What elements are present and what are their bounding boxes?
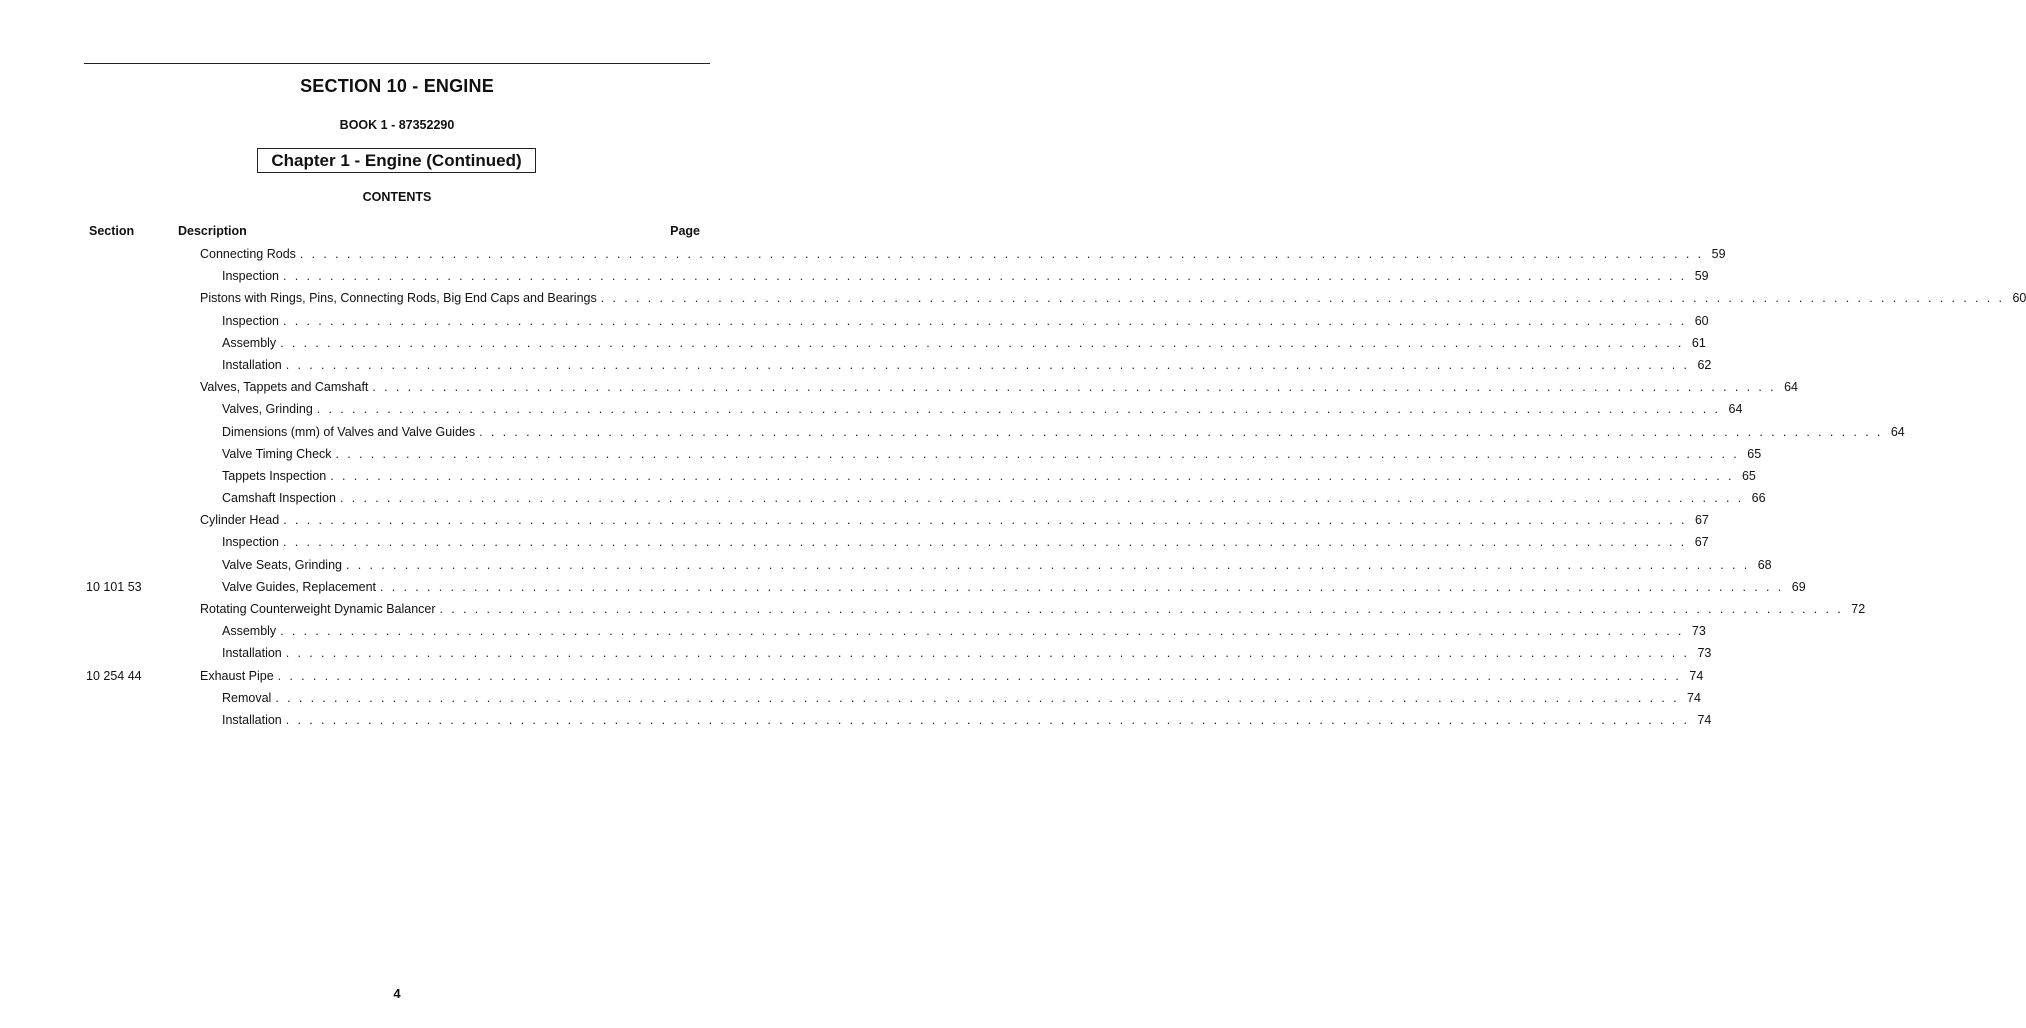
dot-leader: . . . . . . . . . . . . . . . . . . . . . . . . . . . . . . . . . . . . . . . . . . . . . . . . . . . . . . . . . . . . . . . . . . . . . . . . . . . . . . . . . . . . . . . . . . . . . . . . . . . . . . . . . . . . . . . . . . . . . . . . [275, 690, 1679, 705]
toc-entry [222, 579, 1806, 594]
toc-page-number: 61 [1691, 335, 1706, 350]
toc-page-number: 69 [1791, 579, 1806, 594]
toc-entry-title: Assembly [222, 624, 277, 639]
dot-leader: . . . . . . . . . . . . . . . . . . . . . . . . . . . . . . . . . . . . . . . . . . . . . . . . . . . . . . . . . . . . . . . . . . . . . . . . . . . . . . . . . . . . . . . . . . . . . . . . . . . . . . . . . . . . . . . . . . . . . . . . [330, 468, 1734, 483]
toc-entry-title: Connecting Rods [200, 247, 296, 261]
column-header-page: Page [670, 224, 700, 238]
dot-leader: . . . . . . . . . . . . . . . . . . . . . . . . . . . . . . . . . . . . . . . . . . . . . . . . . . . . . . . . . . . . . . . . . . . . . . . . . . . . . . . . . . . . . . . . . . . . . . . . . . . . . . . . . . . . . . . . . . . . . . . . [285, 646, 1690, 661]
dot-leader: . . . . . . . . . . . . . . . . . . . . . . . . . . . . . . . . . . . . . . . . . . . . . . . . . . . . . . . . . . . . . . . . . . . . . . . . . . . . . . . . . . . . . . . . . . . . . . . . . . . . . . . . . . . . . . . . . . . . . . . . [345, 557, 1750, 572]
toc-entry [222, 446, 1762, 461]
toc-page-number: 74 [1687, 690, 1701, 705]
toc-row [0, 554, 1772, 576]
dot-leader: . . . . . . . . . . . . . . . . . . . . . . . . . . . . . . . . . . . . . . . . . . . . . . . . . . . . . . . . . . . . . . . . . . . . . . . . . . . . . . . . . . . . . . . . . . . . . . . . . . . . . . . . . . . . . . . . . . . . . . . . [339, 491, 1744, 506]
toc-entry-title: Inspection [222, 535, 279, 550]
toc-page-number: 62 [1697, 357, 1712, 372]
toc-entry-title: Assembly [222, 335, 277, 350]
toc-entry [222, 624, 1706, 639]
toc-row [0, 376, 1799, 398]
toc-row [0, 243, 1726, 265]
toc-page-number: 65 [1741, 468, 1756, 483]
toc-entry [222, 712, 1712, 727]
book-number: BOOK 1 - 87352290 [339, 118, 455, 132]
toc-entry-title: Inspection [222, 313, 279, 328]
dot-leader: . . . . . . . . . . . . . . . . . . . . . . . . . . . . . . . . . . . . . . . . . . . . . . . . . . . . . . . . . . . . . . . . . . . . . . . . . . . . . . . . . . . . . . . . . . . . . . . . . . . . . . . . . . . . . . . . . . . . . . . . [280, 624, 1684, 639]
dot-leader: . . . . . . . . . . . . . . . . . . . . . . . . . . . . . . . . . . . . . . . . . . . . . . . . . . . . . . . . . . . . . . . . . . . . . . . . . . . . . . . . . . . . . . . . . . . . . . . . . . . . . . . . . . . . . . . . . . . . . . . . [277, 668, 1682, 683]
toc-page-number: 73 [1697, 646, 1712, 661]
page-number: 4 [393, 986, 401, 1001]
toc-entry [222, 313, 1709, 328]
toc-row [0, 332, 1706, 354]
toc-page-number: 66 [1751, 491, 1766, 506]
toc-page-number: 67 [1694, 513, 1709, 528]
toc-entry [222, 402, 1743, 417]
toc-row [0, 665, 1704, 687]
toc-entry-title: Valves, Tappets and Camshaft [200, 380, 369, 395]
toc-entry-title: Installation [222, 357, 282, 372]
toc-entry-title: Cylinder Head [200, 513, 280, 528]
toc-row [0, 509, 1709, 531]
dot-leader: . . . . . . . . . . . . . . . . . . . . . . . . . . . . . . . . . . . . . . . . . . . . . . . . . . . . . . . . . . . . . . . . . . . . . . . . . . . . . . . . . . . . . . . . . . . . . . . . . . . . . . . . . . . . . . . . . . . . . . . . [439, 602, 1844, 616]
dot-leader: . . . . . . . . . . . . . . . . . . . . . . . . . . . . . . . . . . . . . . . . . . . . . . . . . . . . . . . . . . . . . . . . . . . . . . . . . . . . . . . . . . . . . . . . . . . . . . . . . . . . . . . . . . . . . . . . . . . . . . . . [282, 269, 1687, 284]
table-of-contents [0, 243, 2026, 731]
dot-leader: . . . . . . . . . . . . . . . . . . . . . . . . . . . . . . . . . . . . . . . . . . . . . . . . . . . . . . . . . . . . . . . . . . . . . . . . . . . . . . . . . . . . . . . . . . . . . . . . . . . . . . . . . . . . . . . . . . . . . . . . [282, 313, 1687, 328]
toc-entry [200, 247, 1726, 261]
toc-page-number: 67 [1694, 535, 1709, 550]
toc-entry-title: Valve Timing Check [222, 446, 332, 461]
toc-entry [222, 468, 1756, 483]
toc-page-number: 64 [1728, 402, 1743, 417]
toc-entry-title: Valve Guides, Replacement [222, 579, 377, 594]
dot-leader: . . . . . . . . . . . . . . . . . . . . . . . . . . . . . . . . . . . . . . . . . . . . . . . . . . . . . . . . . . . . . . . . . . . . . . . . . . . . . . . . . . . . . . . . . . . . . . . . . . . . . . . . . . . . . . . . . . . . . . . . [316, 402, 1721, 417]
toc-entry-title: Installation [222, 646, 282, 661]
dot-leader: . . . . . . . . . . . . . . . . . . . . . . . . . . . . . . . . . . . . . . . . . . . . . . . . . . . . . . . . . . . . . . . . . . . . . . . . . . . . . . . . . . . . . . . . . . . . . . . . . . . . . . . . . . . . . . . . . . . . . . . . [299, 247, 1704, 261]
toc-row [0, 487, 1766, 509]
toc-entry [222, 269, 1709, 284]
dot-leader: . . . . . . . . . . . . . . . . . . . . . . . . . . . . . . . . . . . . . . . . . . . . . . . . . . . . . . . . . . . . . . . . . . . . . . . . . . . . . . . . . . . . . . . . . . . . . . . . . . . . . . . . . . . . . . . . . . . . . . . . [280, 335, 1684, 350]
toc-row [0, 709, 1712, 731]
toc-entry-title: Camshaft Inspection [222, 491, 336, 506]
toc-entry-title: Installation [222, 712, 282, 727]
toc-entry-title: Tappets Inspection [222, 468, 327, 483]
toc-entry [200, 380, 1799, 395]
toc-row [0, 576, 1806, 598]
toc-row [0, 310, 1709, 332]
dot-leader: . . . . . . . . . . . . . . . . . . . . . . . . . . . . . . . . . . . . . . . . . . . . . . . . . . . . . . . . . . . . . . . . . . . . . . . . . . . . . . . . . . . . . . . . . . . . . . . . . . . . . . . . . . . . . . . . . . . . . . . . [335, 446, 1740, 461]
toc-row [0, 354, 1712, 376]
toc-entry [200, 513, 1709, 528]
toc-page-number: 64 [1784, 380, 1799, 395]
toc-entry [222, 646, 1712, 661]
toc-row [0, 531, 1709, 553]
toc-page-number: 64 [1890, 424, 1905, 439]
column-header-section: Section [89, 224, 135, 238]
top-rule [84, 63, 710, 64]
toc-row [0, 465, 1756, 487]
section-title: SECTION 10 - ENGINE [300, 76, 494, 96]
toc-entry-title: Valves, Grinding [222, 402, 313, 417]
toc-entry [200, 291, 2026, 306]
toc-row [0, 398, 1743, 420]
toc-entry-title: Dimensions (mm) of Valves and Valve Guides [222, 424, 476, 439]
toc-entry [222, 335, 1706, 350]
toc-entry [222, 491, 1766, 506]
dot-leader: . . . . . . . . . . . . . . . . . . . . . . . . . . . . . . . . . . . . . . . . . . . . . . . . . . . . . . . . . . . . . . . . . . . . . . . . . . . . . . . . . . . . . . . . . . . . . . . . . . . . . . . . . . . . . . . . . . . . . . . . [380, 579, 1784, 594]
toc-page-number: 73 [1691, 624, 1706, 639]
toc-entry-title: Rotating Counterweight Dynamic Balancer [200, 602, 436, 616]
chapter-title: Chapter 1 - Engine (Continued) [257, 148, 536, 173]
column-header-description: Description [178, 224, 247, 238]
dot-leader: . . . . . . . . . . . . . . . . . . . . . . . . . . . . . . . . . . . . . . . . . . . . . . . . . . . . . . . . . . . . . . . . . . . . . . . . . . . . . . . . . . . . . . . . . . . . . . . . . . . . . . . . . . . . . . . . . . . . . . . . [285, 712, 1690, 727]
dot-leader: . . . . . . . . . . . . . . . . . . . . . . . . . . . . . . . . . . . . . . . . . . . . . . . . . . . . . . . . . . . . . . . . . . . . . . . . . . . . . . . . . . . . . . . . . . . . . . . . . . . . . . . . . . . . . . . . . . . . . . . . [283, 513, 1687, 528]
toc-row [0, 443, 1762, 465]
toc-entry [222, 357, 1712, 372]
toc-entry [200, 668, 1704, 683]
toc-page-number: 59 [1694, 269, 1709, 284]
toc-page-number: 68 [1757, 557, 1772, 572]
dot-leader: . . . . . . . . . . . . . . . . . . . . . . . . . . . . . . . . . . . . . . . . . . . . . . . . . . . . . . . . . . . . . . . . . . . . . . . . . . . . . . . . . . . . . . . . . . . . . . . . . . . . . . . . . . . . . . . . . . . . . . . . [372, 380, 1777, 395]
toc-entry [222, 557, 1772, 572]
dot-leader: . . . . . . . . . . . . . . . . . . . . . . . . . . . . . . . . . . . . . . . . . . . . . . . . . . . . . . . . . . . . . . . . . . . . . . . . . . . . . . . . . . . . . . . . . . . . . . . . . . . . . . . . . . . . . . . . . . . . . . . . [479, 424, 1883, 439]
toc-row [0, 265, 1709, 287]
toc-row [0, 642, 1712, 664]
toc-entry-title: Inspection [222, 269, 279, 284]
toc-page-number: 72 [1851, 602, 1866, 616]
dot-leader: . . . . . . . . . . . . . . . . . . . . . . . . . . . . . . . . . . . . . . . . . . . . . . . . . . . . . . . . . . . . . . . . . . . . . . . . . . . . . . . . . . . . . . . . . . . . . . . . . . . . . . . . . . . . . . . . . . . . . . . . [285, 357, 1690, 372]
toc-row [0, 598, 1866, 620]
toc-entry [200, 602, 1866, 616]
toc-row [0, 687, 1701, 709]
toc-section-code: 10 101 53 [86, 579, 142, 594]
dot-leader: . . . . . . . . . . . . . . . . . . . . . . . . . . . . . . . . . . . . . . . . . . . . . . . . . . . . . . . . . . . . . . . . . . . . . . . . . . . . . . . . . . . . . . . . . . . . . . . . . . . . . . . . . . . . . . . . . . . . . . . . [282, 535, 1687, 550]
toc-entry-title: Removal [222, 690, 272, 705]
toc-entry [222, 690, 1701, 705]
toc-entry [222, 424, 1905, 439]
toc-entry-title: Exhaust Pipe [200, 668, 274, 683]
toc-page-number: 60 [2012, 291, 2026, 306]
toc-page-number: 59 [1711, 247, 1726, 261]
toc-row [0, 421, 1905, 443]
toc-page-number: 65 [1747, 446, 1762, 461]
toc-entry-title: Valve Seats, Grinding [222, 557, 342, 572]
toc-entry [222, 535, 1709, 550]
toc-row [0, 620, 1706, 642]
toc-page-number: 74 [1689, 668, 1704, 683]
toc-entry-title: Pistons with Rings, Pins, Connecting Rods, Big End Caps and Bearings [200, 291, 597, 306]
toc-section-code: 10 254 44 [86, 668, 142, 683]
dot-leader: . . . . . . . . . . . . . . . . . . . . . . . . . . . . . . . . . . . . . . . . . . . . . . . . . . . . . . . . . . . . . . . . . . . . . . . . . . . . . . . . . . . . . . . . . . . . . . . . . . . . . . . . . . . . . . . . . . . . . . . . [600, 291, 2005, 306]
toc-page-number: 74 [1697, 712, 1712, 727]
toc-row [0, 287, 2026, 309]
contents-heading: CONTENTS [362, 190, 432, 204]
toc-page-number: 60 [1694, 313, 1709, 328]
